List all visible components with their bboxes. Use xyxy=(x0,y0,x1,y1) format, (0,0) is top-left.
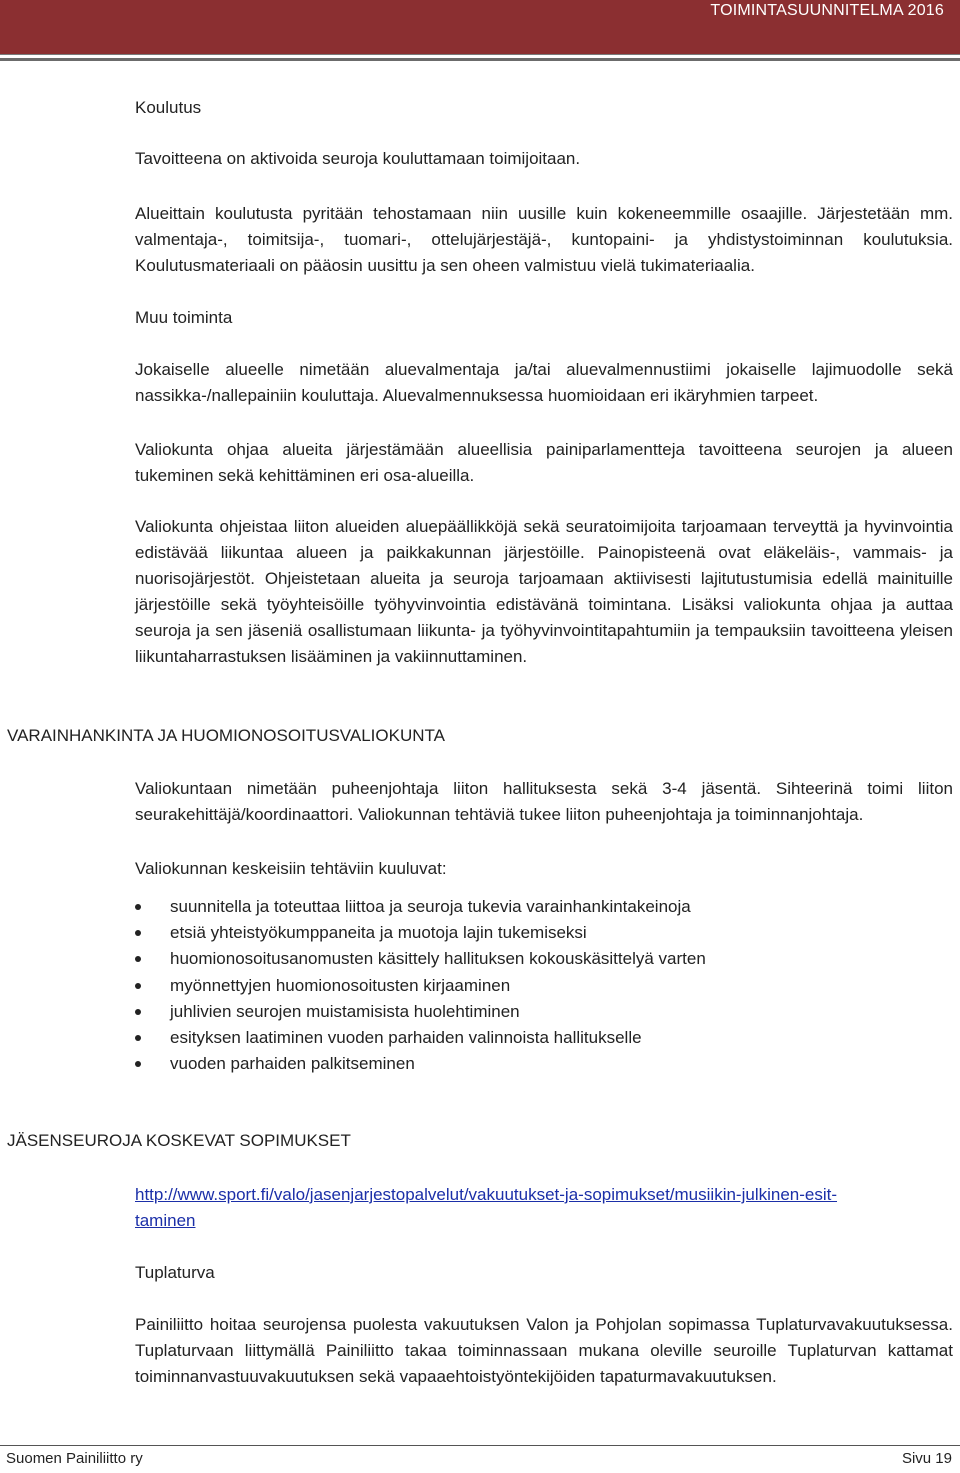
list-item: esityksen laatiminen vuoden parhaiden valinnoista hallitukselle xyxy=(135,1025,706,1051)
list-item: vuoden parhaiden palkitseminen xyxy=(135,1051,706,1077)
header-rule xyxy=(0,54,960,55)
tasks-list xyxy=(135,894,706,1077)
tuplaturva-paragraph: Painiliitto hoitaa seurojensa puolesta vakuutuksen Valon ja Pohjolan sopimassa Tuplaturvavakuutuksessa. Tuplaturvaan liittymällä Painiliitto takaa toiminnassaan mukana oleville seuroille Tuplaturvan kattamat toiminnanvastuuvakuutuksen sekä vapaaehtoistyöntekijöiden tapaturmavakuutuksen. xyxy=(135,1315,953,1386)
section-heading-varainhankinta: VARAINHANKINTA JA HUOMIONOSOITUSVALIOKUNTA xyxy=(7,726,445,745)
list-item: myönnettyjen huomionosoitusten kirjaaminen xyxy=(135,973,706,999)
subheading-tuplaturva: Tuplaturva xyxy=(135,1263,215,1282)
header-rule-thick xyxy=(0,58,960,61)
bullet-icon xyxy=(135,983,141,989)
footer-page-number: Sivu 19 xyxy=(901,1450,952,1467)
muu-paragraph-3: Valiokunta ohjeistaa liiton alueiden aluepäällikköjä sekä seuratoimijoita tarjoamaan terveyttä ja hyvinvointia edistävää liikuntaa alueen ja paikkakunnan järjestöille. Painopisteenä ovat eläkeläis-, vammais- ja nuorisojärjestöt. Ohjeistetaan alueita ja seuroja tarjoamaan aktiivisesti lajitutustumisia edellä mainituille järjestöille sekä työyhteisöille työhyvinvointia edistävänä toimintana. Lisäksi valiokunta ohjaa ja auttaa seuroja ja sen jäseniä osallistumaan liikunta- ja työhyvinvointitapahtumiin ja tempauksiin tavoitteena yleisen liikuntaharrastuksen lisääminen ja vakiinnuttaminen. xyxy=(135,517,953,666)
footer-rule xyxy=(0,1445,960,1446)
bullet-icon xyxy=(135,930,141,936)
muu-paragraph-2: Valiokunta ohjaa alueita järjestämään alueellisia painiparlamentteja tavoitteena seurojen ja alueen tukeminen sekä kehittäminen eri osa-alueilla. xyxy=(135,440,953,485)
list-item: huomionosoitusanomusten käsittely hallituksen kokouskäsittelyä varten xyxy=(135,946,706,972)
bullet-icon xyxy=(135,1035,141,1041)
muu-paragraph-1: Jokaiselle alueelle nimetään aluevalmentaja ja/tai aluevalmennustiimi jokaiselle lajimuodolle sekä nassikka-/nallepainiin kouluttaja. Aluevalmennuksessa huomioidaan eri ikäryhmien tarpeet. xyxy=(135,360,953,405)
list-item: suunnitella ja toteuttaa liittoa ja seuroja tukevia varainhankintakeinoja xyxy=(135,894,706,920)
list-item: etsiä yhteistyökumppaneita ja muotoja lajin tukemiseksi xyxy=(135,920,706,946)
varainhankinta-paragraph-1: Valiokuntaan nimetään puheenjohtaja liiton hallituksesta sekä 3-4 jäsentä. Sihteerinä toimi liiton seurakehittäjä/koordinaattori. Valiokunnan tehtäviä tukee liiton puheenjohtaja ja toiminnanjohtaja. xyxy=(135,779,953,824)
varainhankinta-paragraph-2: Valiokunnan keskeisiin tehtäviin kuuluvat: xyxy=(135,859,447,878)
list-item: juhlivien seurojen muistamisista huolehtiminen xyxy=(135,999,706,1025)
koulutus-paragraph-2: Alueittain koulutusta pyritään tehostamaan niin uusille kuin kokeneemmille osaajille. Järjestetään mm. valmentaja-, toimitsija-, tuomari-, ottelujärjestäjä-, kuntopaini- ja yhdistystoiminnan koulutuksia. Koulutusmateriaali on pääosin uusittu ja sen oheen valmistuu vielä tukimateriaalia. xyxy=(135,204,953,275)
sopimukset-link-block xyxy=(135,1182,837,1234)
bullet-icon xyxy=(135,1009,141,1015)
section-heading-koulutus: Koulutus xyxy=(135,98,202,117)
sopimukset-link[interactable]: http://www.sport.fi/valo/jasenjarjestopalvelut/vakuutukset-ja-sopimukset/musiikin-julkinen-esit- taminen xyxy=(135,1185,838,1230)
section-heading-jasenseuroja: JÄSENSEUROJA KOSKEVAT SOPIMUKSET xyxy=(7,1131,351,1150)
bullet-icon xyxy=(135,904,141,910)
header-title: TOIMINTASUUNNITELMA 2016 xyxy=(710,2,944,19)
koulutus-paragraph-1: Tavoitteena on aktivoida seuroja kouluttamaan toimijoitaan. xyxy=(135,149,581,168)
footer-organization: Suomen Painiliitto ry xyxy=(6,1450,143,1467)
page-header xyxy=(0,0,960,54)
bullet-icon xyxy=(135,956,141,962)
section-heading-muu-toiminta: Muu toiminta xyxy=(135,308,233,327)
bullet-icon xyxy=(135,1061,141,1067)
